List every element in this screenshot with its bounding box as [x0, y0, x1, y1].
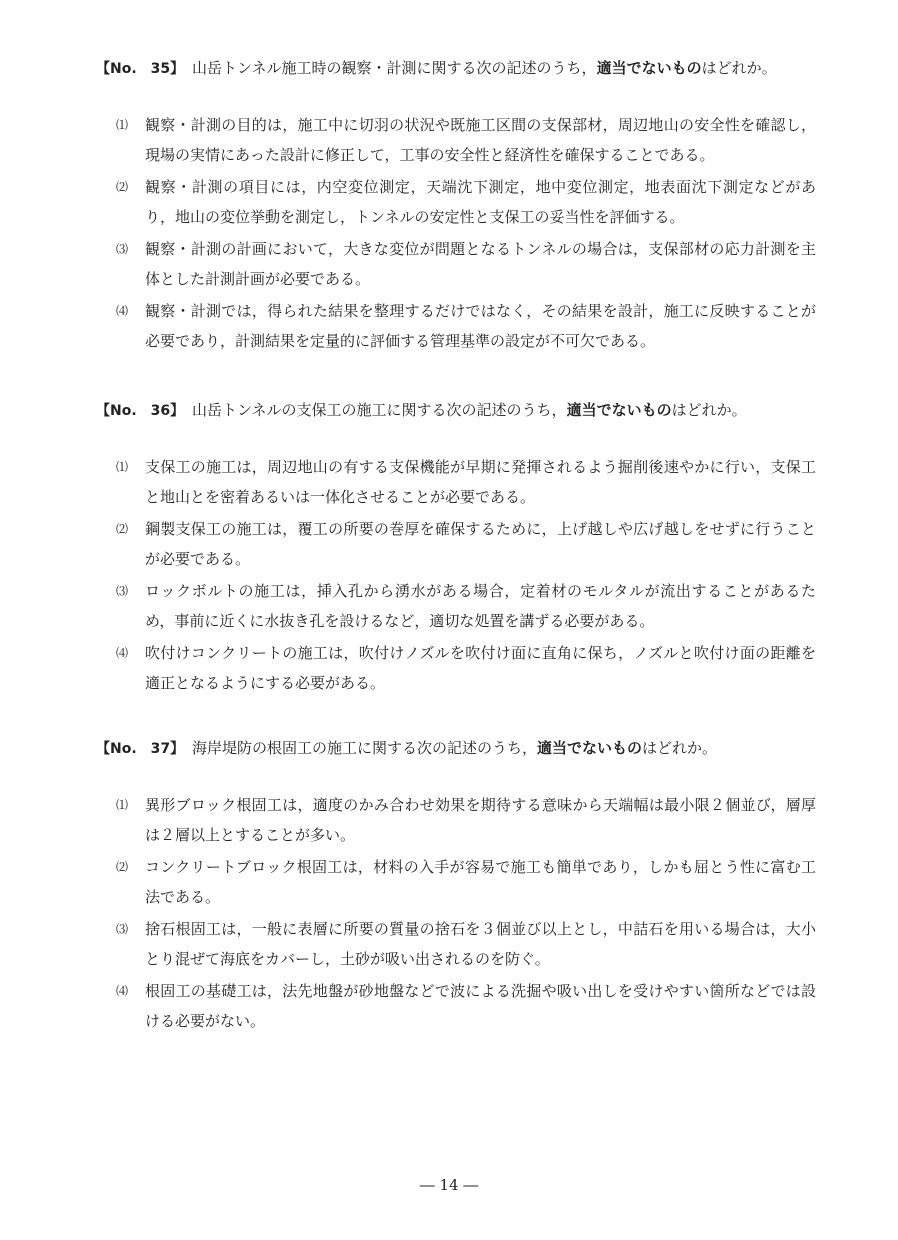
question-stem: 海岸堤防の根固工の施工に関する次の記述のうち， [192, 739, 538, 757]
choice-label: ⑵ [116, 522, 129, 536]
question-number: 【No. 37】 [96, 741, 185, 757]
choice-item [116, 296, 816, 356]
question-stem-end: はどれか。 [701, 59, 777, 77]
choice-label: ⑴ [116, 798, 129, 812]
choice-label: ⑴ [116, 118, 129, 132]
choice-label: ⑷ [116, 646, 129, 660]
choice-item [116, 576, 816, 636]
choice-text: 観察・計測の項目には，内空変位測定，天端沈下測定，地中変位測定，地表面沈下測定などがあり，地山の変位挙動を測定し，トンネルの安定性と支保工の妥当性を評価する。 [145, 178, 816, 226]
question-36 [96, 398, 816, 700]
question-heading [96, 56, 816, 80]
choice-item [116, 638, 816, 698]
choice-label: ⑴ [116, 460, 129, 474]
choice-label: ⑷ [116, 984, 129, 998]
question-number: 【No. 36】 [96, 403, 185, 419]
question-heading [96, 398, 816, 422]
choice-item [116, 976, 816, 1036]
choice-item [116, 110, 816, 170]
choice-label: ⑶ [116, 584, 129, 598]
choice-text: 根固工の基礎工は，法先地盤が砂地盤などで波による洗掘や吸い出しを受けやすい箇所などでは設ける必要がない。 [145, 982, 816, 1030]
choice-text: 観察・計測の計画において，大きな変位が問題となるトンネルの場合は，支保部材の応力計測を主体とした計測計画が必要である。 [145, 240, 816, 288]
choice-text: 異形ブロック根固工は，適度のかみ合わせ効果を期待する意味から天端幅は最小限２個並び，層厚は２層以上とすることが多い。 [145, 796, 816, 844]
choice-item [116, 914, 816, 974]
choice-item [116, 790, 816, 850]
choice-label: ⑷ [116, 304, 129, 318]
choice-text: 観察・計測では，得られた結果を整理するだけではなく，その結果を設計，施工に反映することが必要であり，計測結果を定量的に評価する管理基準の設定が不可欠である。 [145, 302, 816, 350]
choice-list [96, 790, 816, 1036]
question-stem: 山岳トンネルの支保工の施工に関する次の記述のうち， [192, 401, 567, 419]
choice-text: 観察・計測の目的は，施工中に切羽の状況や既施工区間の支保部材，周辺地山の安全性を確認し，現場の実情にあった設計に修正して，工事の安全性と経済性を確保することである。 [145, 116, 816, 164]
choice-item [116, 514, 816, 574]
choice-label: ⑶ [116, 242, 129, 256]
question-stem-emphasis: 適当でないもの [566, 401, 672, 419]
question-stem-emphasis: 適当でないもの [596, 59, 702, 77]
choice-list [96, 452, 816, 698]
choice-item [116, 452, 816, 512]
choice-text: コンクリートブロック根固工は，材料の入手が容易で施工も簡単であり，しかも屈とう性に富む工法である。 [145, 858, 816, 906]
question-stem-end: はどれか。 [642, 739, 718, 757]
choice-text: 捨石根固工は，一般に表層に所要の質量の捨石を３個並び以上とし，中詰石を用いる場合は，大小とり混ぜて海底をカバーし，土砂が吸い出されるのを防ぐ。 [145, 920, 816, 968]
choice-label: ⑵ [116, 860, 129, 874]
question-35 [96, 56, 816, 358]
choice-text: ロックボルトの施工は，挿入孔から湧水がある場合，定着材のモルタルが流出することがあるため，事前に近くに水抜き孔を設けるなど，適切な処置を講ずる必要がある。 [145, 582, 816, 630]
question-heading [96, 736, 816, 760]
choice-label: ⑵ [116, 180, 129, 194]
choice-text: 支保工の施工は，周辺地山の有する支保機能が早期に発揮されるよう掘削後速やかに行い，支保工と地山とを密着あるいは一体化させることが必要である。 [145, 458, 816, 506]
question-stem-emphasis: 適当でないもの [537, 739, 643, 757]
choice-item [116, 234, 816, 294]
question-stem: 山岳トンネル施工時の観察・計測に関する次の記述のうち， [192, 59, 597, 77]
choice-label: ⑶ [116, 922, 129, 936]
question-stem-end: はどれか。 [671, 401, 747, 419]
question-37 [96, 736, 816, 1038]
choice-text: 吹付けコンクリートの施工は，吹付けノズルを吹付け面に直角に保ち，ノズルと吹付け面の距離を適正となるようにする必要がある。 [145, 644, 816, 692]
choice-list [96, 110, 816, 356]
choice-item [116, 172, 816, 232]
question-number: 【No. 35】 [96, 61, 185, 77]
choice-item [116, 852, 816, 912]
choice-text: 鋼製支保工の施工は，覆工の所要の巻厚を確保するために，上げ越しや広げ越しをせずに行うことが必要である。 [145, 520, 816, 568]
page-number: ― 14 ― [419, 1176, 479, 1194]
